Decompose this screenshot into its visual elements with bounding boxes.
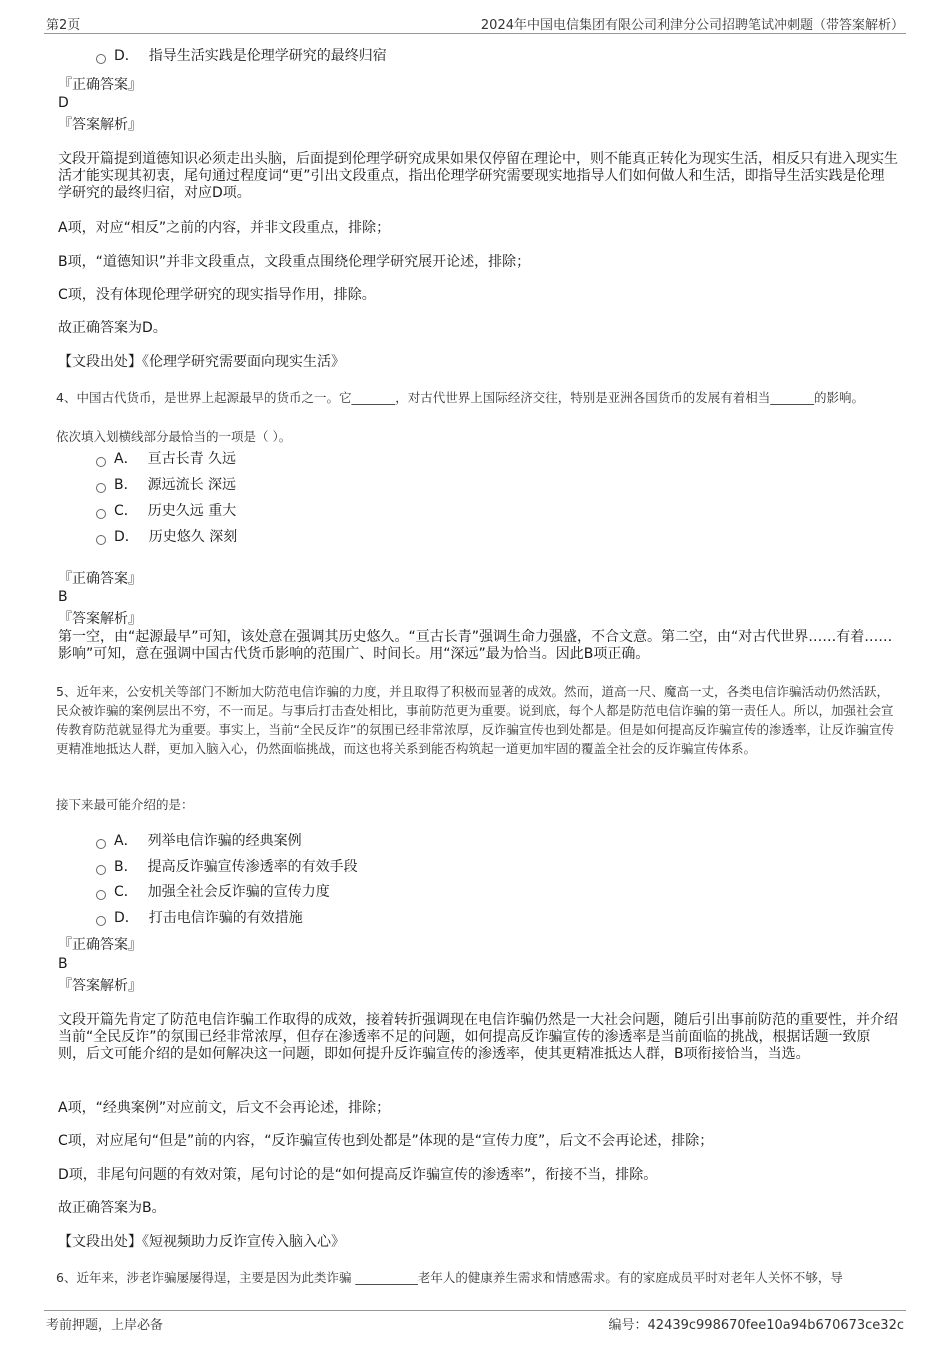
radio-icon[interactable]	[96, 916, 106, 926]
q5-option-a[interactable]	[96, 833, 302, 850]
option-label: D．	[114, 910, 139, 926]
option-label: D．	[114, 529, 139, 545]
source-citation: 【文段出处】《伦理学研究需要面向现实生活》	[58, 354, 345, 370]
q5-option-b[interactable]	[96, 859, 358, 876]
radio-icon[interactable]	[96, 483, 106, 493]
radio-icon[interactable]	[96, 535, 106, 545]
analysis-point-c: C项，对应尾句“但是”前的内容，“反诈骗宣传也到处都是”体现的是“宣传力度”，后文不会再论述，排除；	[58, 1133, 714, 1149]
conclusion: 故正确答案为D。	[58, 320, 167, 336]
answer-heading: 『正确答案』	[58, 937, 142, 953]
option-text: 指导生活实践是伦理学研究的最终归宿	[148, 48, 387, 64]
radio-icon[interactable]	[96, 839, 106, 849]
source-citation: 【文段出处】《短视频助力反诈宣传入脑入心》	[58, 1234, 345, 1250]
analysis-point-c: C项，没有体现伦理学研究的现实指导作用，排除。	[58, 287, 376, 303]
analysis-heading: 『答案解析』	[58, 611, 142, 627]
option-text: 亘古长青 久远	[147, 451, 237, 467]
option-label: D．	[114, 48, 139, 64]
option-label: C．	[114, 884, 138, 900]
analysis-text: 文段开篇提到道德知识必须走出头脑，后面提到伦理学研究成果如果仅停留在理论中，则不能真正转化为现实生活，相反只有进入现实生活才能实现其初衷，尾句通过程度词“更”引出文段重点，指出伦理学研究需要现实地指导人们如何做人和生活，即指导生活实践是伦理学研究的最终归宿，对应D项。	[58, 151, 898, 201]
option-label: A．	[114, 451, 138, 467]
radio-icon[interactable]	[96, 865, 106, 875]
option-text: 列举电信诈骗的经典案例	[147, 833, 302, 849]
analysis-heading: 『答案解析』	[58, 117, 142, 133]
q4-option-a[interactable]	[96, 451, 236, 468]
answer-value: D	[58, 95, 69, 111]
footer-slogan: 考前押题，上岸必备	[46, 1318, 164, 1333]
header-divider	[44, 33, 906, 34]
q5-prompt: 接下来最可能介绍的是：	[56, 797, 194, 812]
q4-option-d[interactable]	[96, 529, 237, 546]
document-id: 编号：42439c998670fee10a94b670673ce32c	[608, 1318, 904, 1333]
radio-icon[interactable]	[96, 509, 106, 519]
option-label: B．	[114, 859, 138, 875]
option-text: 源远流长 深远	[147, 477, 237, 493]
document-title: 2024年中国电信集团有限公司利津分公司招聘笔试冲刺题（带答案解析）	[480, 18, 904, 33]
answer-heading: 『正确答案』	[58, 571, 142, 587]
q5-stem: 5、近年来，公安机关等部门不断加大防范电信诈骗的力度，并且取得了积极而显著的成效。然而，道高一尺、魔高一丈，各类电信诈骗活动仍然活跃，民众被诈骗的案例层出不穷，不一而足。与事后打击查处相比，事前防范更为重要。说到底，每个人都是防范电信诈骗的第一责任人。所以，加强社会宣传教育防范就显得尤为重要。事实上，当前“全民反诈”的氛围已经非常浓厚，反诈骗宣传也到处都是。但是如何提高反诈骗宣传的渗透率，让反诈骗宣传更精准地抵达人群，更加入脑入心，仍然面临挑战，而这也将关系到能否构筑起一道更加牢固的覆盖全社会的反诈骗宣传体系。	[56, 684, 894, 756]
q5-option-c[interactable]	[96, 884, 330, 901]
answer-value: B	[58, 956, 68, 972]
option-text: 加强全社会反诈骗的宣传力度	[147, 884, 330, 900]
radio-icon[interactable]	[96, 54, 106, 64]
option-label: A．	[114, 833, 138, 849]
option-text: 历史久远 重大	[147, 503, 237, 519]
analysis-point-a: A项，对应“相反”之前的内容，并非文段重点，排除；	[58, 220, 391, 236]
analysis-text: 第一空，由“起源最早”可知，该处意在强调其历史悠久。“亘古长青”强调生命力强盛，不合文意。第二空，由“对古代世界……有着……影响”可知，意在强调中国古代货币影响的范围广、时间长。用“深远”最为恰当。因此B项正确。	[58, 629, 893, 662]
option-text: 打击电信诈骗的有效措施	[148, 910, 303, 926]
q3-option-d[interactable]	[96, 48, 387, 65]
q4-prompt: 依次填入划横线部分最恰当的一项是（ ）。	[56, 429, 292, 444]
analysis-point-a: A项，“经典案例”对应前文，后文不会再论述，排除；	[58, 1100, 391, 1116]
option-label: C．	[114, 503, 138, 519]
answer-value: B	[58, 589, 68, 605]
analysis-text: 文段开篇先肯定了防范电信诈骗工作取得的成效，接着转折强调现在电信诈骗仍然是一大社会问题，随后引出事前防范的重要性，并介绍当前“全民反诈”的氛围已经非常浓厚，但存在渗透率不足的问题，如何提高反诈骗宣传的渗透率是当前面临的挑战，根据话题一致原则，后文可能介绍的是如何解决这一问题，即如何提升反诈骗宣传的渗透率，使其更精准抵达人群，B项衔接恰当，当选。	[58, 1012, 898, 1062]
q4-stem: 4、中国古代货币，是世界上起源最早的货币之一。它_______，对古代世界上国际经济交往，特别是亚洲各国货币的发展有着相当_______的影响。	[56, 390, 864, 405]
q4-option-c[interactable]	[96, 503, 236, 520]
option-text: 提高反诈骗宣传渗透率的有效手段	[147, 859, 358, 875]
answer-heading: 『正确答案』	[58, 77, 142, 93]
radio-icon[interactable]	[96, 890, 106, 900]
page-number: 第2页	[46, 18, 81, 33]
option-text: 历史悠久 深刻	[148, 529, 238, 545]
radio-icon[interactable]	[96, 457, 106, 467]
q4-option-b[interactable]	[96, 477, 236, 494]
footer-divider	[44, 1310, 906, 1311]
conclusion: 故正确答案为B。	[58, 1200, 166, 1216]
analysis-heading: 『答案解析』	[58, 978, 142, 994]
q5-option-d[interactable]	[96, 910, 303, 927]
analysis-point-d: D项，非尾句问题的有效对策，尾句讨论的是“如何提高反诈骗宣传的渗透率”，衔接不当，排除。	[58, 1167, 658, 1183]
analysis-point-b: B项，“道德知识”并非文段重点，文段重点围绕伦理学研究展开论述，排除；	[58, 254, 531, 270]
q6-stem: 6、近年来，涉老诈骗屡屡得逞，主要是因为此类诈骗 __________老年人的健康养生需求和情感需求。有的家庭成员平时对老年人关怀不够，导	[56, 1270, 843, 1285]
option-label: B．	[114, 477, 138, 493]
